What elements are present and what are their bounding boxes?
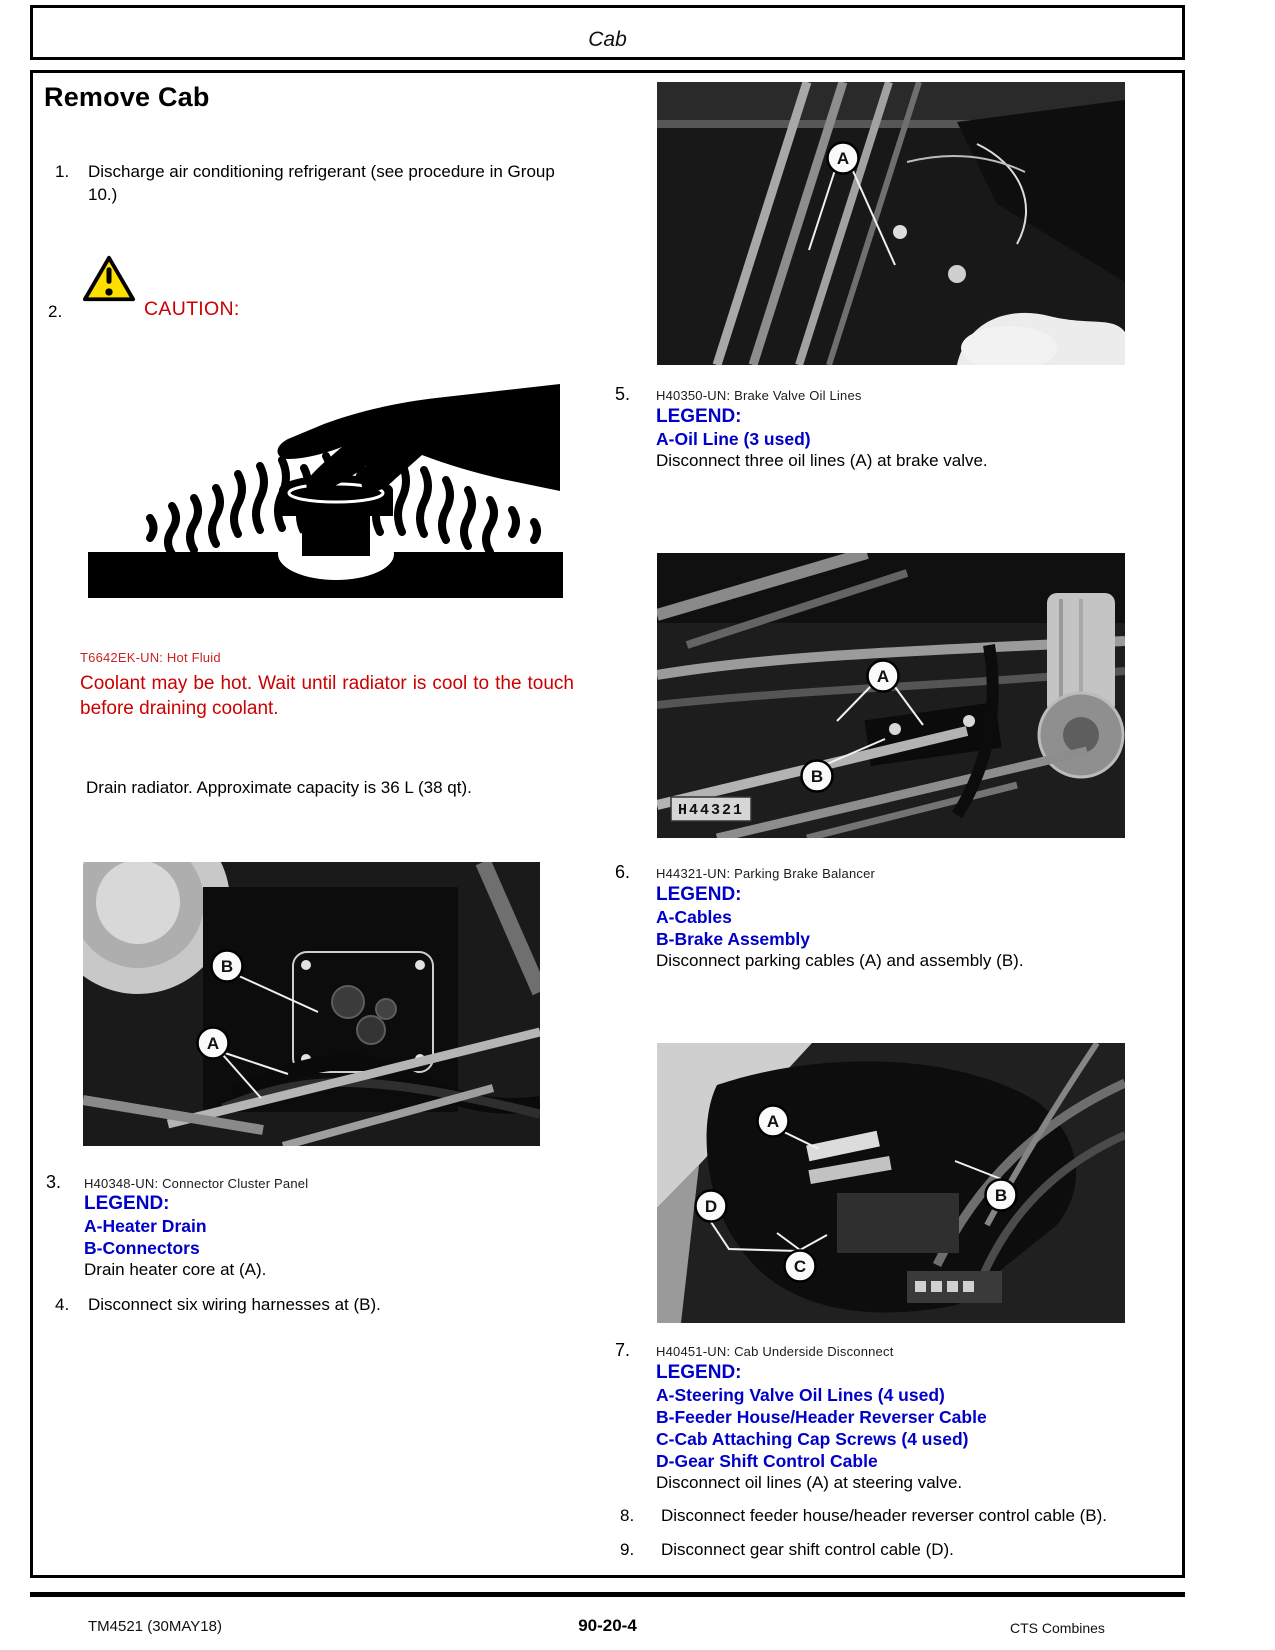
footer-rule: [30, 1592, 1185, 1597]
photo-id-label: [671, 797, 751, 821]
callout-B: [212, 951, 243, 982]
legend-item: B-Connectors: [84, 1238, 200, 1258]
figure-5-caption-row: [615, 384, 862, 405]
footer-model-name: CTS Combines: [1010, 1620, 1105, 1636]
step-9: [620, 1538, 1165, 1561]
footer-page-number: 90-20-4: [578, 1616, 637, 1635]
hand-silhouette: [278, 384, 561, 493]
step-9-number: 9.: [620, 1540, 635, 1559]
step-6-legend: [656, 884, 1024, 972]
callout-letter-d: D: [704, 1197, 718, 1216]
drain-radiator-text: Drain radiator. Approximate capacity is 36 L (38 qt).: [86, 778, 472, 797]
step-6-body: Disconnect parking cables (A) and assembly (B).: [656, 951, 1024, 970]
step-5-legend: [656, 406, 988, 472]
callout-letter-a: A: [206, 1034, 220, 1053]
legend-item: B-Brake Assembly: [656, 929, 811, 949]
photo-cab-underside-disconnect: [657, 1043, 1125, 1323]
legend-item: B-Feeder House/Header Reverser Cable: [656, 1407, 987, 1427]
figure-6-caption: H44321-UN: Parking Brake Balancer: [656, 866, 876, 881]
callout-letter-a: A: [766, 1112, 780, 1131]
figure-7-caption-row: [615, 1340, 894, 1361]
legend-item: C-Cab Attaching Cap Screws (4 used): [656, 1429, 969, 1449]
step-7-number: 7.: [615, 1340, 631, 1360]
legend-item: A-Cables: [656, 907, 732, 927]
step-7-body: Disconnect oil lines (A) at steering valve.: [656, 1473, 963, 1492]
hot-fluid-pictogram: [88, 360, 563, 598]
legend-item: A-Oil Line (3 used): [656, 429, 811, 449]
callout-B: [986, 1180, 1017, 1211]
step-2-number: 2.: [48, 302, 63, 321]
legend-item: A-Heater Drain: [84, 1216, 207, 1236]
callout-A: [198, 1028, 229, 1059]
step-8-text: Disconnect feeder house/header reverser control cable (B).: [661, 1506, 1108, 1525]
callout-letter-c: C: [793, 1257, 807, 1276]
step-8: [620, 1504, 1165, 1527]
callout-A: [758, 1106, 789, 1137]
coolant-warning-text: Coolant may be hot. Wait until radiator is cool to the touch before draining coolant.: [80, 673, 574, 720]
callout-letter-a: A: [836, 149, 850, 168]
figure-6-caption-row: [615, 862, 875, 883]
caution-triangle-icon: [82, 254, 136, 304]
callout-D: [696, 1191, 727, 1222]
step-4-text: Disconnect six wiring harnesses at (B).: [88, 1295, 381, 1314]
chapter-title: Cab: [588, 28, 627, 51]
callout-letter-b: B: [994, 1186, 1008, 1205]
step-5-body: Disconnect three oil lines (A) at brake valve.: [656, 451, 988, 470]
step-5-number: 5.: [615, 384, 631, 404]
step-3-number: 3.: [46, 1172, 62, 1192]
page-header-box: [30, 5, 1185, 60]
callout-A: [868, 661, 899, 692]
photo-brake-valve-oil-lines: [657, 82, 1125, 365]
step-7-legend: [656, 1362, 987, 1494]
legend-label: LEGEND:: [656, 1362, 742, 1383]
step-6-number: 6.: [615, 862, 631, 882]
callout-letter-b: B: [810, 767, 824, 786]
caution-label: CAUTION:: [144, 298, 240, 320]
step-3-body: Drain heater core at (A).: [84, 1260, 267, 1279]
step-8-number: 8.: [620, 1506, 635, 1525]
legend-item: A-Steering Valve Oil Lines (4 used): [656, 1385, 945, 1405]
figure-3-caption: H40348-UN: Connector Cluster Panel: [84, 1176, 309, 1191]
step-3-legend: [84, 1193, 266, 1281]
callout-B: [802, 761, 833, 792]
figure-5-caption: H40350-UN: Brake Valve Oil Lines: [656, 388, 862, 403]
photo-id-text: H44321: [677, 802, 745, 819]
figure-7-caption: H40451-UN: Cab Underside Disconnect: [656, 1344, 894, 1359]
step-1: [55, 160, 583, 207]
step-1-number: 1.: [55, 162, 70, 181]
callout-letter-b: B: [220, 957, 234, 976]
callout-C: [785, 1251, 816, 1282]
photo-parking-brake-balancer: [657, 553, 1125, 838]
legend-item: D-Gear Shift Control Cable: [656, 1451, 878, 1471]
callout-letter-a: A: [876, 667, 890, 686]
step-4-number: 4.: [55, 1295, 70, 1314]
hot-fluid-caption: T6642EK-UN: Hot Fluid: [80, 650, 221, 665]
photo-connector-cluster-panel: [83, 862, 540, 1146]
step-9-text: Disconnect gear shift control cable (D).: [661, 1540, 954, 1559]
callout-A: [828, 143, 859, 174]
footer-manual-number: TM4521 (30MAY18): [88, 1618, 222, 1635]
section-title: Remove Cab: [44, 82, 210, 112]
legend-label: LEGEND:: [84, 1193, 170, 1214]
figure-3-caption-row: [46, 1172, 308, 1193]
legend-label: LEGEND:: [656, 884, 742, 905]
step-1-text: Discharge air conditioning refrigerant (see procedure in Group 10.): [88, 162, 555, 205]
legend-label: LEGEND:: [656, 406, 742, 427]
step-4: [55, 1293, 583, 1316]
